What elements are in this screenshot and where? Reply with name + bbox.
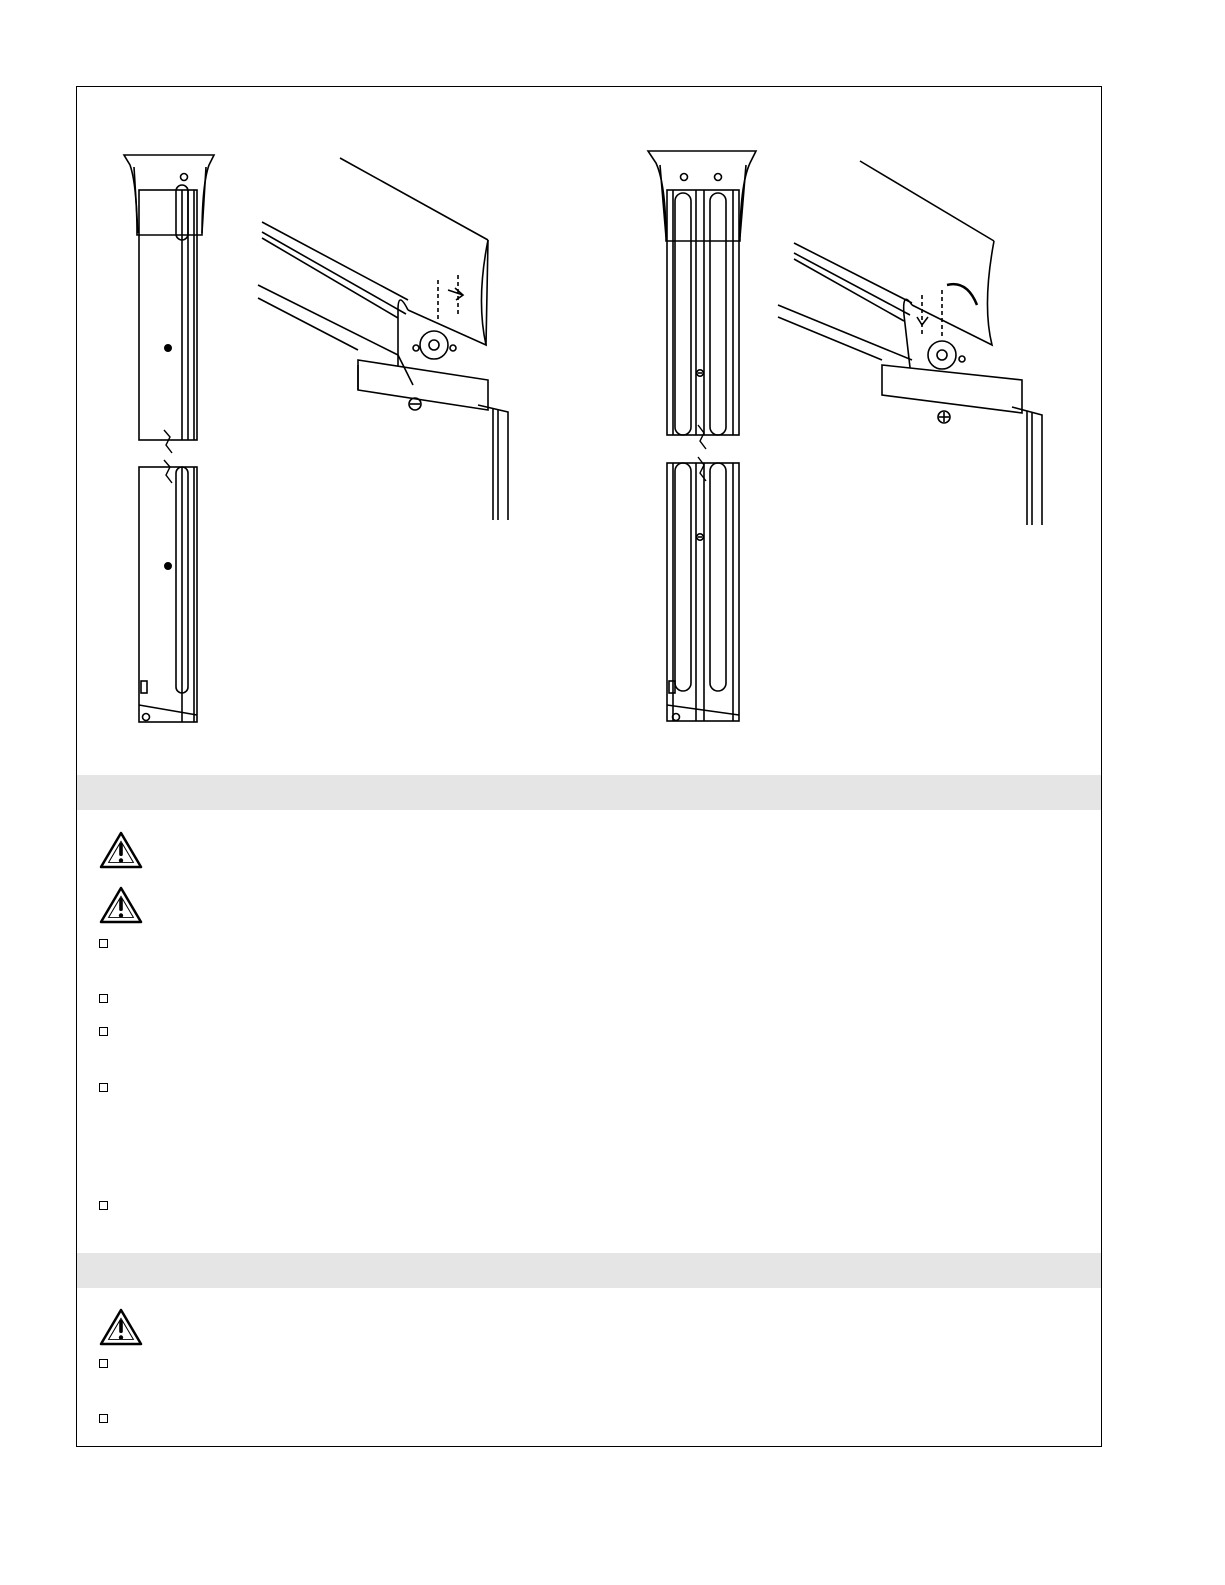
jamb-illustration-right [640, 145, 760, 735]
header-roller-detail-left [248, 150, 523, 530]
checkbox-bullet-icon [99, 1201, 108, 1210]
jamb-illustration-left [110, 145, 220, 735]
checkbox-bullet-icon [99, 994, 108, 1003]
warning-triangle-icon [98, 885, 144, 925]
warning-triangle-icon [98, 830, 144, 870]
checkbox-bullet-icon [99, 1027, 108, 1036]
checkbox-bullet-icon [99, 1414, 108, 1423]
checkbox-bullet-icon [99, 1359, 108, 1368]
header-roller-detail-right [772, 155, 1052, 535]
checkbox-bullet-icon [99, 939, 108, 948]
section-band-1 [77, 775, 1101, 810]
section-band-2 [77, 1253, 1101, 1288]
warning-triangle-icon [98, 1307, 144, 1347]
checkbox-bullet-icon [99, 1083, 108, 1092]
